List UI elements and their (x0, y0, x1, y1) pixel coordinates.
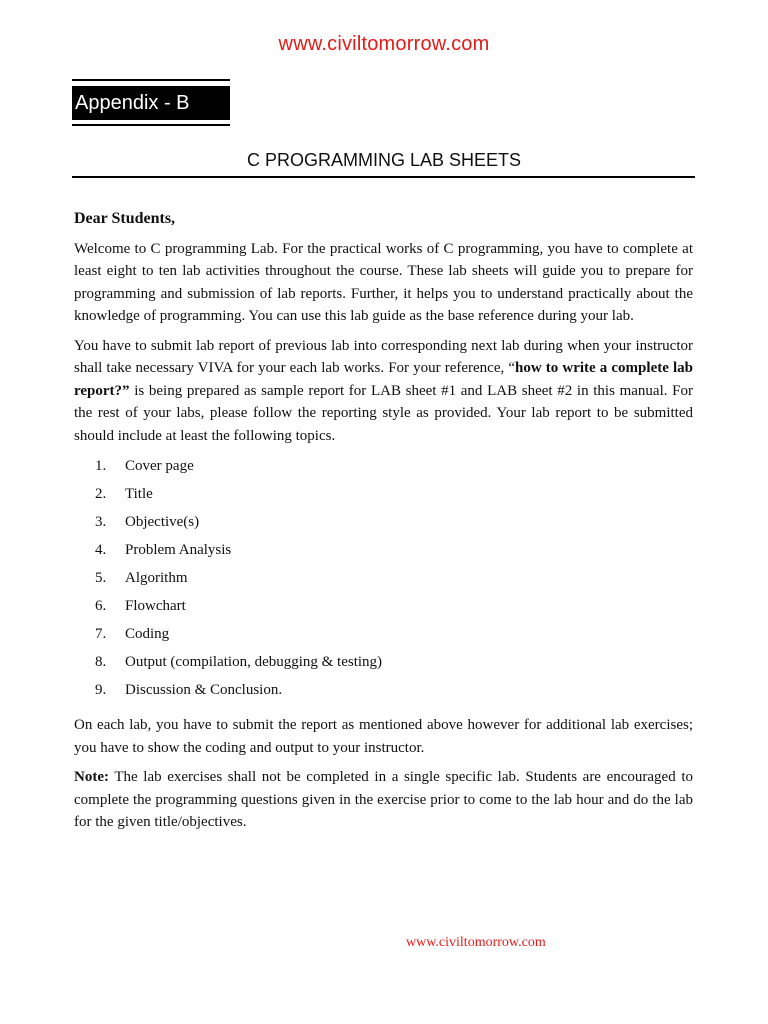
note-paragraph (74, 766, 693, 834)
list-item-number: 6. (95, 598, 107, 614)
list-item (74, 623, 693, 651)
list-item-label: Flowchart (125, 598, 186, 614)
list-item-label: Objective(s) (125, 514, 200, 530)
report-paragraph-text-1: You have to submit lab report of previous lab into corresponding next lab during when your instructor shall take necessary VIVA for your each lab works. For your reference, “ (74, 337, 693, 376)
list-item-label: Problem Analysis (125, 542, 232, 558)
list-item (74, 651, 693, 679)
list-item-number: 5. (95, 570, 107, 586)
list-item (74, 539, 693, 567)
list-item (74, 511, 693, 539)
submission-paragraph: On each lab, you have to submit the report as mentioned above however for additional lab exercises; you have to show the coding and output to your instructor. (74, 717, 693, 756)
appendix-rule-bottom (72, 124, 230, 126)
list-item (74, 455, 693, 483)
list-item-label: Title (125, 486, 153, 502)
report-paragraph (74, 335, 693, 448)
appendix-label: Appendix - B (72, 86, 230, 120)
list-item-label: Discussion & Conclusion. (125, 682, 283, 698)
list-item-label: Cover page (125, 458, 194, 474)
list-item-number: 4. (95, 542, 107, 558)
page-title: C PROGRAMMING LAB SHEETS (246, 150, 522, 170)
list-item-number: 7. (95, 626, 107, 642)
list-item-label: Output (compilation, debugging & testing) (125, 654, 383, 670)
note-label: Note: (74, 769, 109, 785)
list-item (74, 595, 693, 623)
list-item-number: 1. (95, 458, 107, 474)
intro-paragraph: Welcome to C programming Lab. For the practical works of C programming, you have to complete at least eight to ten lab activities throughout the course. These lab sheets will guide you to prepare for programming and submission of lab reports. Further, it helps you to understand practically about the knowledge of programming. You can use this lab guide as the base reference during your lab. (74, 240, 693, 324)
list-item (74, 567, 693, 595)
list-item-number: 3. (95, 514, 107, 530)
list-item-label: Coding (125, 626, 170, 642)
list-item-number: 8. (95, 654, 107, 670)
footer-website-link[interactable]: www.civiltomorrow.com (406, 935, 546, 950)
title-divider (72, 176, 695, 178)
report-topics-list (74, 455, 693, 707)
list-item-number: 9. (95, 682, 107, 698)
greeting: Dear Students, (74, 210, 176, 227)
document-body (74, 208, 693, 841)
list-item (74, 483, 693, 511)
list-item-number: 2. (95, 486, 107, 502)
note-text: The lab exercises shall not be completed in a single specific lab. Students are encouraged to complete the programming questions given in the exercise prior to come to the lab hour and do the lab for the given title/objectives. (74, 769, 693, 830)
header-website-link[interactable]: www.civiltomorrow.com (278, 33, 490, 55)
report-paragraph-text-2: is being prepared as sample report for LAB sheet #1 and LAB sheet #2 in this manual. For the rest of your labs, please follow the reporting style as provided. Your lab report to be submitted should include at least the following topics. (74, 382, 693, 444)
list-item-label: Algorithm (125, 570, 188, 586)
report-paragraph-bold: how to write a complete lab report?” (74, 360, 693, 399)
appendix-rule-top (72, 79, 230, 81)
list-item (74, 679, 693, 707)
